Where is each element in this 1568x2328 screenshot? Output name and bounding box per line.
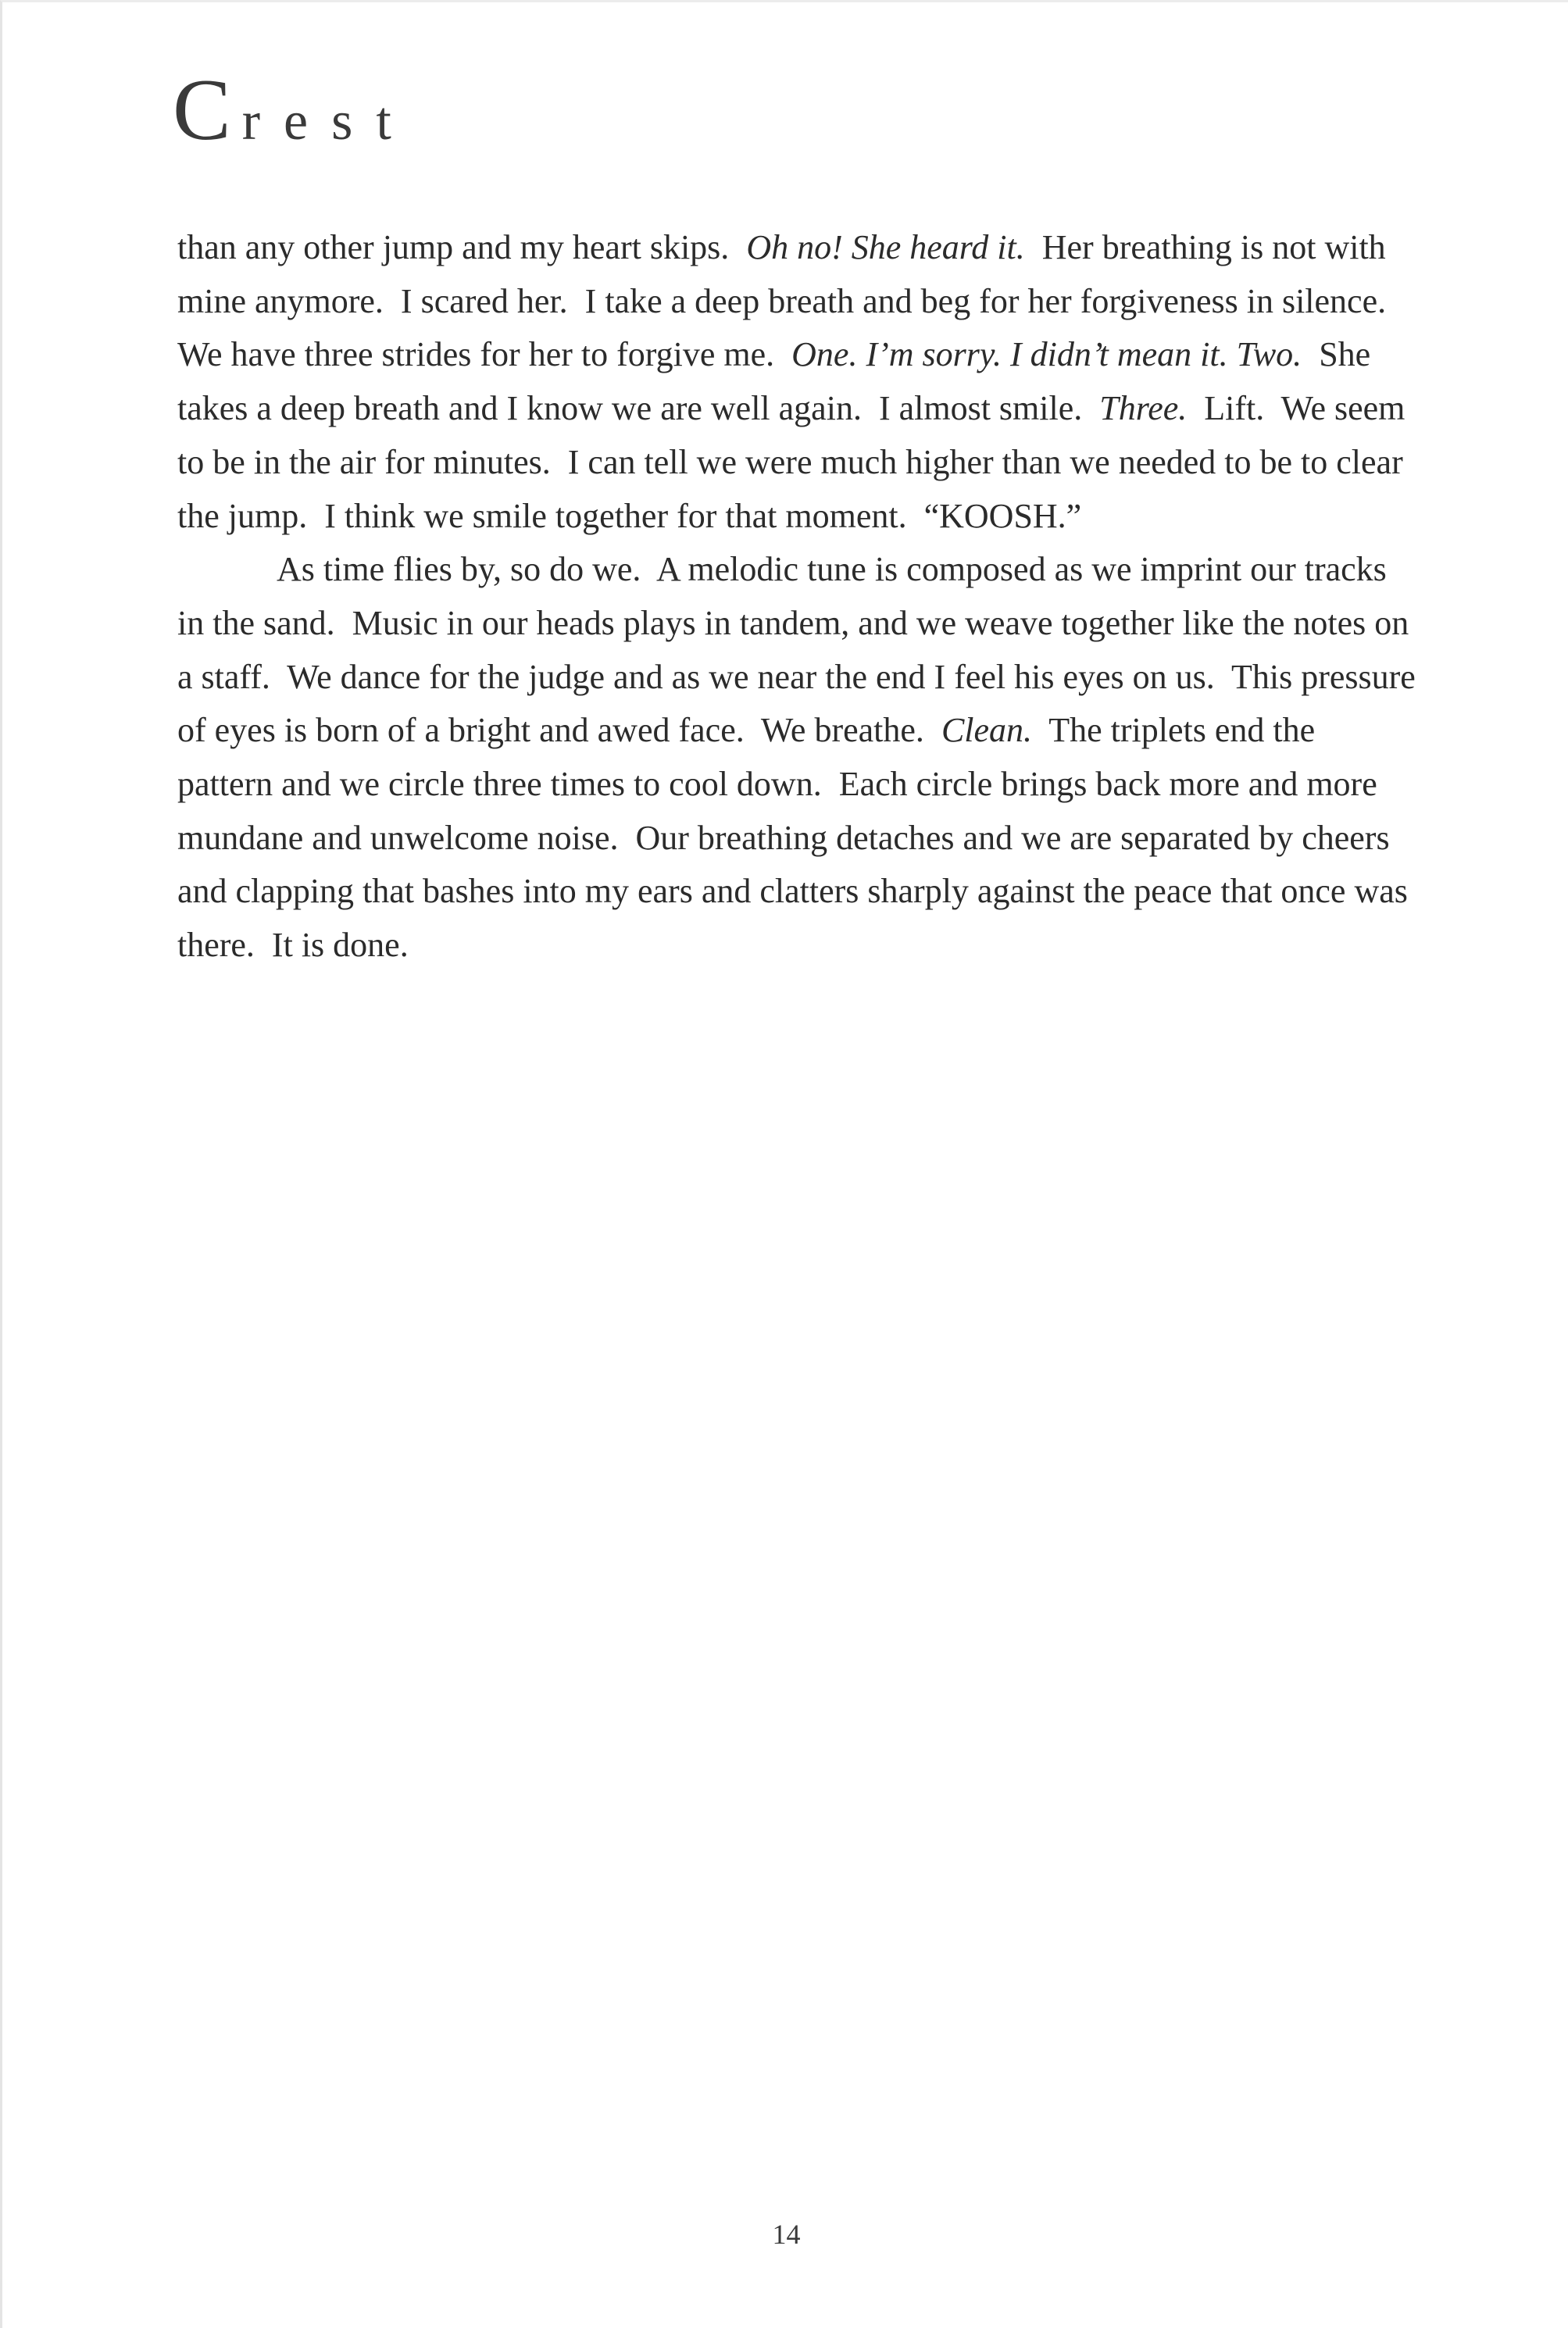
text-line [177, 865, 1466, 919]
text-run: mine anymore. I scared her. I take a deep breath and beg for her forgiveness in silence. [177, 281, 1387, 320]
text-run: the jump. I think we smile together for that moment. “KOOSH.” [177, 496, 1082, 535]
text-run: The triplets end the [1032, 711, 1316, 750]
text-line [177, 597, 1466, 651]
text-run: Her breathing is not with [1024, 228, 1386, 266]
body-text [177, 221, 1466, 973]
italic-text: Three. [1099, 389, 1188, 428]
text-line [177, 221, 1466, 275]
italic-text: Clean. [941, 711, 1033, 750]
text-line [177, 651, 1466, 705]
text-line [177, 490, 1466, 544]
text-line [177, 328, 1466, 382]
text-line [177, 543, 1466, 597]
text-run: a staff. We dance for the judge and as we near the end I feel his eyes on us. This pressure [177, 657, 1416, 696]
text-run: She [1302, 335, 1371, 374]
text-run: there. It is done. [177, 926, 409, 965]
page-number: 14 [772, 2219, 801, 2250]
text-line [177, 275, 1466, 329]
text-line [177, 758, 1466, 812]
italic-text: Oh no! She heard it. [746, 228, 1025, 266]
text-line [177, 812, 1466, 866]
text-run: in the sand. Music in our heads plays in tandem, and we weave together like the notes on [177, 603, 1409, 642]
text-run: mundane and unwelcome noise. Our breathing detaches and we are separated by cheers [177, 818, 1390, 857]
text-run: pattern and we circle three times to cool down. Each circle brings back more and more [177, 765, 1377, 804]
text-run: Lift. We seem [1187, 389, 1405, 428]
italic-text: One. I’m sorry. I didn’t mean it. Two. [791, 335, 1302, 374]
text-line [177, 704, 1466, 758]
text-line [177, 436, 1466, 490]
text-run: and clapping that bashes into my ears and clatters sharply against the peace that once was [177, 872, 1408, 911]
text-run: We have three strides for her to forgive me. [177, 335, 792, 374]
journal-title-rest: rest [241, 91, 415, 152]
text-run: than any other jump and my heart skips. [177, 228, 747, 266]
text-run: of eyes is born of a bright and awed face. We breathe. [177, 711, 941, 750]
text-run: to be in the air for minutes. I can tell we were much higher than we needed to be to clear [177, 442, 1403, 481]
text-line [177, 382, 1466, 436]
text-run: takes a deep breath and I know we are well again. I almost smile. [177, 389, 1100, 428]
text-line [177, 919, 1466, 973]
journal-title [173, 62, 415, 159]
text-run: As time flies by, so do we. A melodic tune is composed as we imprint our tracks [277, 550, 1387, 589]
journal-title-initial: C [173, 62, 236, 159]
